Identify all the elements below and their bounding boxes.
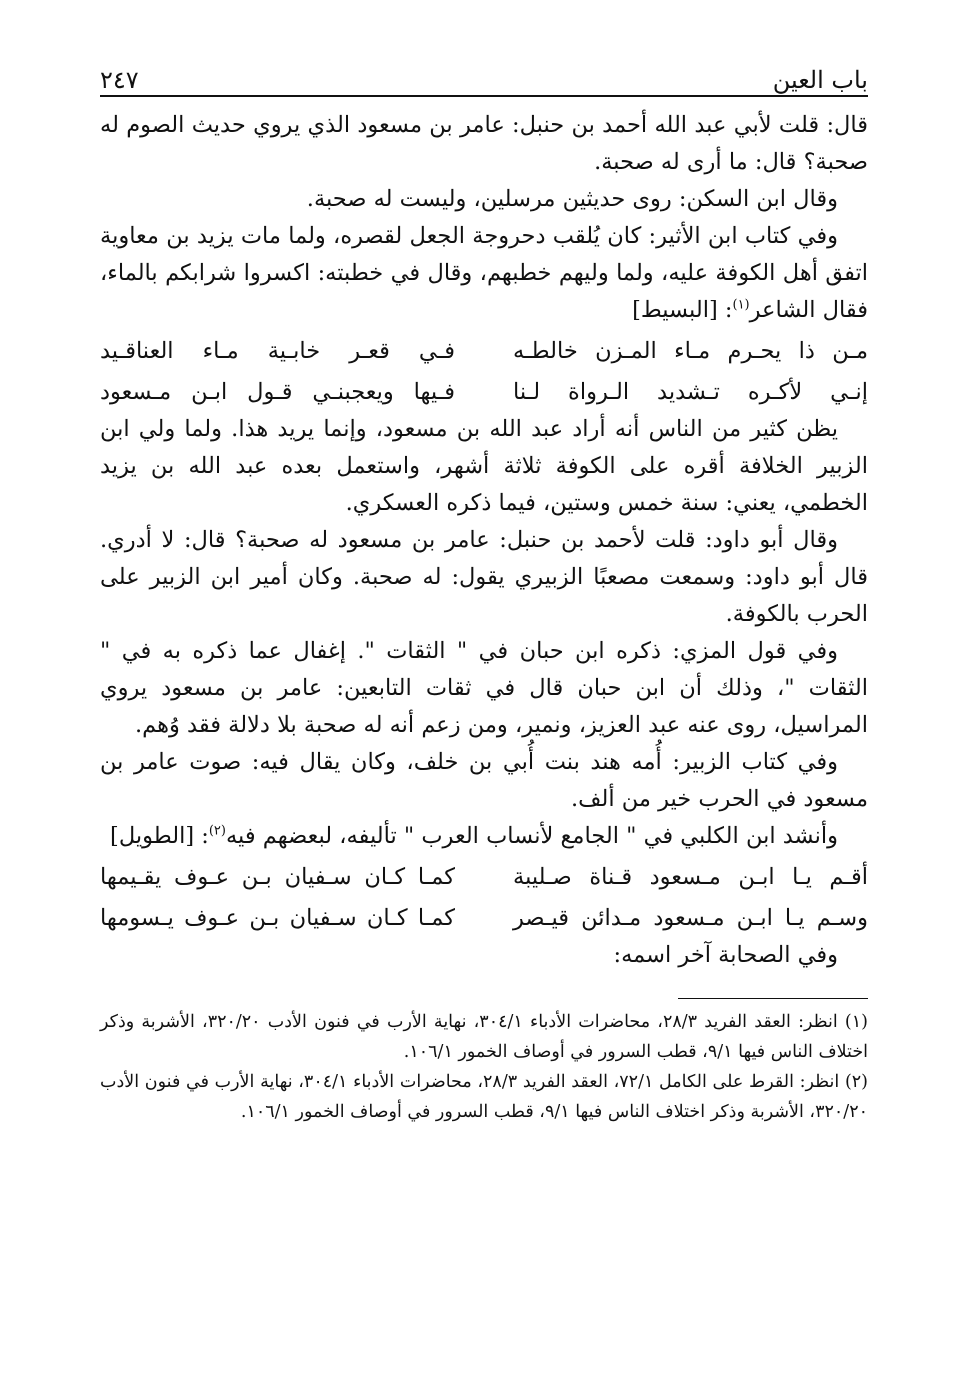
meter-label-tawil: [الطويل] [110,823,195,849]
verse-hemistich: إنـي لأكـره تـشديد الـرواة لـنا [513,379,868,405]
verse-hemistich: فـي قعـر خابـية مـاء العناقـيد [100,338,455,364]
book-page [100,55,868,1127]
meter-label-basit: [البسيط] [632,297,718,323]
verse-line [100,374,868,411]
footnote-number: (١) [844,1012,868,1032]
paragraph-7: وفي كتاب الزبير: أُمه هند بنت أُبي بن خلف، وكان يقال فيه: صوت عامر بن مسعود في الحرب خير من ألف. [100,749,868,812]
verse-hemistich: أقـم يـا ابـن مـسعود قـناة صـليبة [513,864,868,890]
chapter-title: باب العين [772,66,868,95]
footnote-separator [678,998,868,999]
running-header [100,55,868,97]
paragraph-6: وفي قول المزي: ذكره ابن حبان في " الثقات ". إغفال عما ذكره به في " الثقات "، وذلك أن ابن حبان قال في ثقات التابعين: عامر بن مسعود يروي المراسيل، روى عنه عبد العزيز، ونمير، ومن زعم أنه له صحبة بلا دلالة فقد وُهم. [100,638,868,738]
verse-line [100,859,868,896]
page-number: ٢٤٧ [100,66,139,95]
paragraph-1: قال: قلت لأبي عبد الله أحمد بن حنبل: عامر بن مسعود الذي يروي حديث الصوم له صحبة؟ قال: ما أرى له صحبة. [100,112,868,175]
verse-line [100,333,868,370]
footnote-ref-1[interactable]: (١) [732,297,750,313]
footnote-2 [100,1067,868,1127]
paragraph-3 [100,218,868,329]
paragraph-5: وقال أبو داود: قلت لأحمد بن حنبل: عامر بن مسعود له صحبة؟ قال: لا أدري. قال أبو داود: وسمعت مصعبًا الزبيري يقول: له صحبة. وكان أمير ابن الزبير على الحرب بالكوفة. [100,527,868,627]
paragraph-3-colon: : [724,297,733,323]
verse-hemistich: مـن ذا يحـرم مـاء المـزن خالطـه [513,338,868,364]
footnote-ref-2[interactable]: (٢) [208,823,226,839]
paragraph-2: وقال ابن السكن: روى حديثين مرسلين، وليست له صحبة. [306,186,838,212]
paragraph-8-text: وأنشد ابن الكلبي في " الجامع لأنساب العرب " تأليفه، لبعضهم فيه [225,823,838,849]
paragraph-8-colon: : [201,823,209,849]
footnote-number: (٢) [844,1072,868,1092]
paragraph-3-text: وفي كتاب ابن الأثير: كان يُلقب دحروجة الجعل لقصره، ولما مات يزيد بن معاوية اتفق أهل الكوفة عليه، ولما وليهم خطبهم، وقال في خطبته: اكسروا شرابكم بالماء، فقال الشاعر [100,223,868,323]
paragraph-4: يظن كثير من الناس أنه أراد عبد الله بن مسعود، وإنما يريد هذا. ولما ولي ابن الزبير الخلافة أقره على الكوفة ثلاثة أشهر، واستعمل بعده عبد الله بن يزيد الخطمي، يعني: سنة خمس وستين، فيما ذكره العسكري. [100,416,868,516]
verse-hemistich: كمـا كـان سـفيان بـن عـوف يـسومها [100,905,455,931]
verse-hemistich: كمـا كـان سـفيان بـن عـوف يقـيمها [100,864,455,890]
paragraph-9: وفي الصحابة آخر اسمه: [613,942,838,968]
verse-line [100,900,868,937]
paragraph-8 [100,818,868,855]
verse-hemistich: فـيها ويعجبنـي قـول ابـن مـسعود [100,379,455,405]
verse-hemistich: وسـم يـا ابـن مـسعود مـدائن قيـصر [513,905,868,931]
footnote-1 [100,1007,868,1067]
footnote-text: انظر: العقد الفريد ٢٨/٣، محاضرات الأدباء ٣٠٤/١، نهاية الأرب في فنون الأدب ٣٢٠/٢٠، الأشربة وذكر اختلاف الناس فيها ٩/١، قطب السرور في أوصاف الخمور ١٠٦/١. [100,1012,868,1062]
footnote-text: انظر: القرط على الكامل ٧٢/١، العقد الفريد ٢٨/٣، محاضرات الأدباء ٣٠٤/١، نهاية الأرب في فنون الأدب ٣٢٠/٢٠، الأشربة وذكر اختلاف الناس فيها ٩/١، قطب السرور في أوصاف الخمور ١٠٦/١. [100,1072,868,1122]
